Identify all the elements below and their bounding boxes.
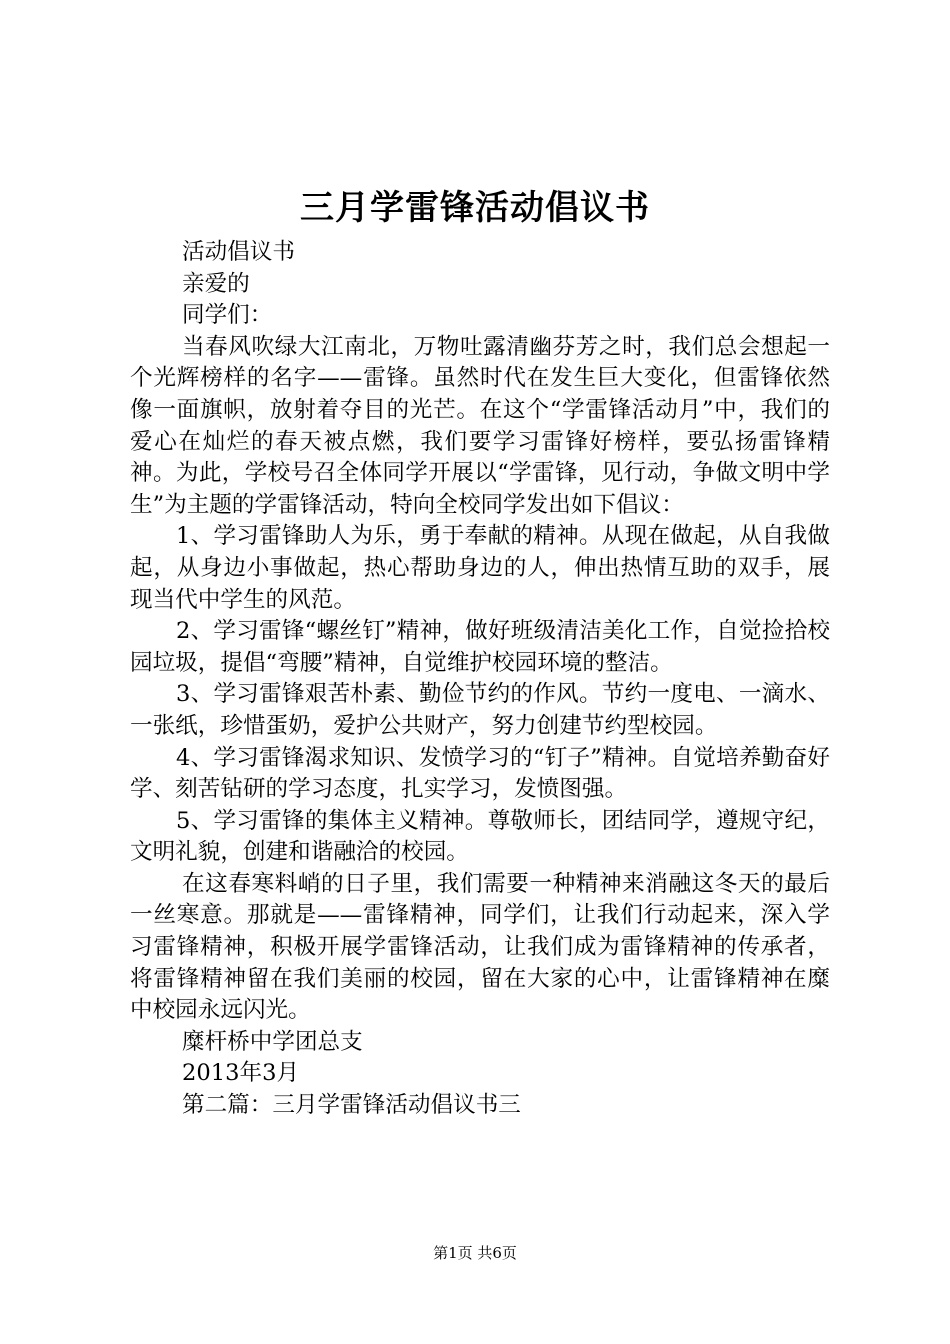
signature-date: 2013年3月	[182, 1060, 300, 1087]
page-number-footer: 第1页 共6页	[433, 1244, 517, 1262]
salutation-line: 亲爱的	[182, 270, 250, 297]
heading-line: 活动倡议书	[182, 239, 295, 265]
next-section-heading: 第二篇：三月学雷锋活动倡议书三	[182, 1092, 521, 1119]
paragraph-item-2: 2、学习雷锋“螺丝钉”精神，做好班级清洁美化工作，自觉捡拾校园垃圾，提倡“弯腰”精神，自觉维护校园环境的整洁。	[130, 618, 830, 676]
document-body	[130, 237, 830, 1122]
paragraph-item-5: 5、学习雷锋的集体主义精神。尊敬师长，团结同学，遵规守纪，文明礼貌，创建和谐融洽的校园。	[130, 807, 830, 866]
paragraph-item-1: 1、学习雷锋助人为乐，勇于奉献的精神。从现在做起，从自我做起，从身边小事做起，热心帮助身边的人，伸出热情互助的双手，展现当代中学生的风范。	[130, 523, 830, 613]
paragraph-conclusion: 在这春寒料峭的日子里，我们需要一种精神来消融这冬天的最后一丝寒意。那就是——雷锋精神，同学们，让我们行动起来，深入学习雷锋精神，积极开展学雷锋活动，让我们成为雷锋精神的传承者，将雷锋精神留在我们美丽的校园，留在大家的心中，让雷锋精神在糜中校园永远闪光。	[130, 870, 830, 1024]
paragraph-item-4: 4、学习雷锋渴求知识、发愤学习的“钉子”精神。自觉培养勤奋好学、刻苦钻研的学习态度，扎实学习，发愤图强。	[130, 744, 830, 803]
paragraph-intro: 当春风吹绿大江南北，万物吐露清幽芬芳之时，我们总会想起一个光辉榜样的名字——雷锋。虽然时代在发生巨大变化，但雷锋依然像一面旗帜，放射着夺目的光芒。在这个“学雷锋活动月”中，我们的爱心在灿烂的春天被点燃，我们要学习雷锋好榜样，要弘扬雷锋精神。为此，学校号召全体同学开展以“学雷锋，见行动，争做文明中学生”为主题的学雷锋活动，特向全校同学发出如下倡议：	[130, 333, 830, 518]
salutation-line: 同学们：	[182, 302, 273, 329]
signature-organization: 糜杆桥中学团总支	[182, 1028, 363, 1055]
document-title: 三月学雷锋活动倡议书	[300, 188, 650, 228]
paragraph-item-3: 3、学习雷锋艰苦朴素、勤俭节约的作风。节约一度电、一滴水、一张纸，珍惜蛋奶，爱护公共财产，努力创建节约型校园。	[130, 681, 830, 739]
